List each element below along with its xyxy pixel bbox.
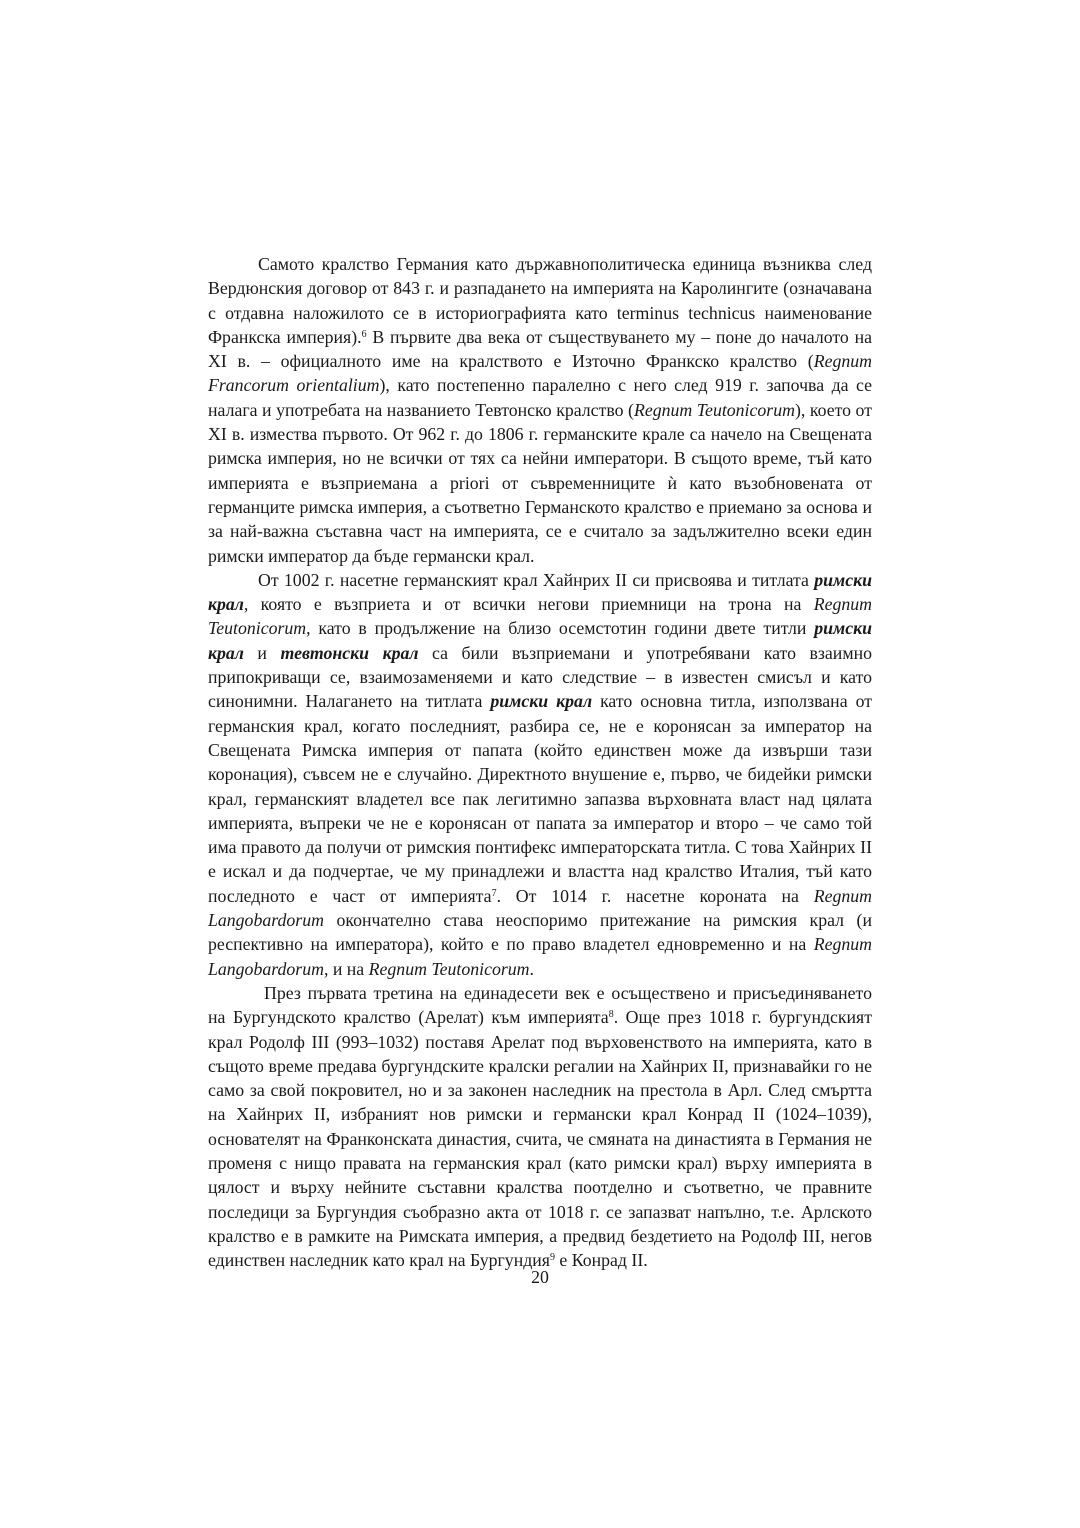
text-segment: е Конрад II. [554, 1250, 648, 1271]
emphasized-title: римски крал [208, 569, 872, 615]
text-segment: . От 1014 г. насетне короната на [496, 885, 814, 906]
text-segment: . [529, 958, 534, 979]
paragraph [208, 252, 872, 568]
paragraph [208, 568, 872, 981]
text-segment: , като в продължение на близо осемстотин години двете титли [306, 618, 815, 639]
emphasized-title: римски крал [490, 691, 593, 712]
emphasized-title: тевтонски крал [280, 642, 419, 663]
italic-term: Regnum Langobardorum [208, 885, 872, 931]
text-segment: окончателно става неоспоримо притежание на римския крал (и респективно на императора), който е по право владетел едновременно и на [208, 910, 872, 955]
italic-term: Regnum Teutonicorum [208, 594, 872, 639]
text-segment: , и на [323, 958, 369, 979]
text-segment: . Още през 1018 г. бургундският крал Родолф III (993–1032) поставя Арелат под върховенството на империята, като в същото време предава бургундските кралски регалии на Хайнрих II, признавайки го не само за свой покровител, но и за законен наследник на престола в Арл. След смъртта на Хайнрих II, избраният нов римски и германски крал Конрад II (1024–1039), основателят на Франконската династия, счита, че смяната на династията в Германия не променя с нищо правата на германския крал (като римски крал) върху империята в цялост и върху нейните съставни кралства поотделно и съответно, че правните последици за Бургундия съобразно акта от 1018 г. се запазват напълно, т.е. Арлското кралство е в рамките на Римската империя, а предвид бездетието на Родолф III, негов единствен наследник като крал на Бургундия [208, 1007, 873, 1271]
text-segment: като основна титла, използвана от германския крал, когато последният, разбира се, не е коронясан за император на Свещената Римска империя от папата (който единствен може да извърши тази коронация), съвсем не е случайно. Директното внушение е, първо, че бидейки римски крал, германският владетел все пак легитимно запазва върховната власт над цялата империята, въпреки че не е коронясан от папата за император и второ – че само той има правото да получи от римския понтифекс императорската титла. С това Хайнрих II е искал и да подчертае, че му принадлежи и властта над кралство Италия, тъй като последното е част от империята [208, 691, 872, 906]
text-segment: ), като постепенно паралелно с него след 919 г. започва да се налага и употребата на названието Тевтонско кралство ( [208, 375, 872, 420]
body-text [208, 252, 872, 1272]
footnote-marker: 9 [549, 1252, 555, 1264]
text-segment: и [243, 642, 281, 663]
footnote-marker: 8 [608, 1009, 614, 1021]
emphasized-title: римски крал [208, 618, 872, 663]
italic-term: Regnum Langobardorum [208, 934, 872, 979]
text-segment: Самото кралство Германия като държавнополитическа единица възниква след Вердюнския договор от 843 г. и разпадането на империята на Каролингите (означавана с отдавна наложилото се в историографията като terminus technicus наименование Франкска империя). [208, 254, 872, 347]
italic-term: Regnum Teutonicorum [368, 958, 530, 979]
italic-term: Regnum Francorum orientalium [208, 351, 872, 396]
text-segment: ), което от XI в. измества първото. От 962 г. до 1806 г. германските крале са начело на Свещената римска империя, но не всички от тях са нейни императори. В същото време, тъй като империята е възприемана a priori от съвременниците ѝ като възобновената от германците римска империя, а съответно Германското кралство е приемано за основа и за най-важна съставна част на империята, се е считало за задължително всеки един римски император да бъде германски крал. [208, 399, 872, 566]
text-segment: са били възприемани и употребявани като взаимно припокриващи се, взаимозаменяеми и като следствие – в известен смисъл и като синонимни. Налагането на титлата [208, 642, 872, 712]
footnote-marker: 7 [491, 887, 497, 899]
paragraph [208, 981, 872, 1273]
text-segment: В първите два века от съществуването му – поне до началото на XI в. – официалното име на кралството е Източно Франкско кралство ( [208, 326, 872, 372]
text-segment: През първата третина на единадесети век е осъществено и присъединяването на Бургундското кралство (Арелат) към империята [208, 982, 872, 1028]
italic-term: Regnum Teutonicorum [633, 399, 795, 420]
text-segment: , която е възприета и от всички негови приемници на трона на [243, 594, 814, 615]
footnote-marker: 6 [361, 328, 367, 340]
text-segment: От 1002 г. насетне германският крал Хайнрих II си присвоява и титлата [258, 569, 815, 590]
page-number: 20 [531, 1267, 549, 1287]
